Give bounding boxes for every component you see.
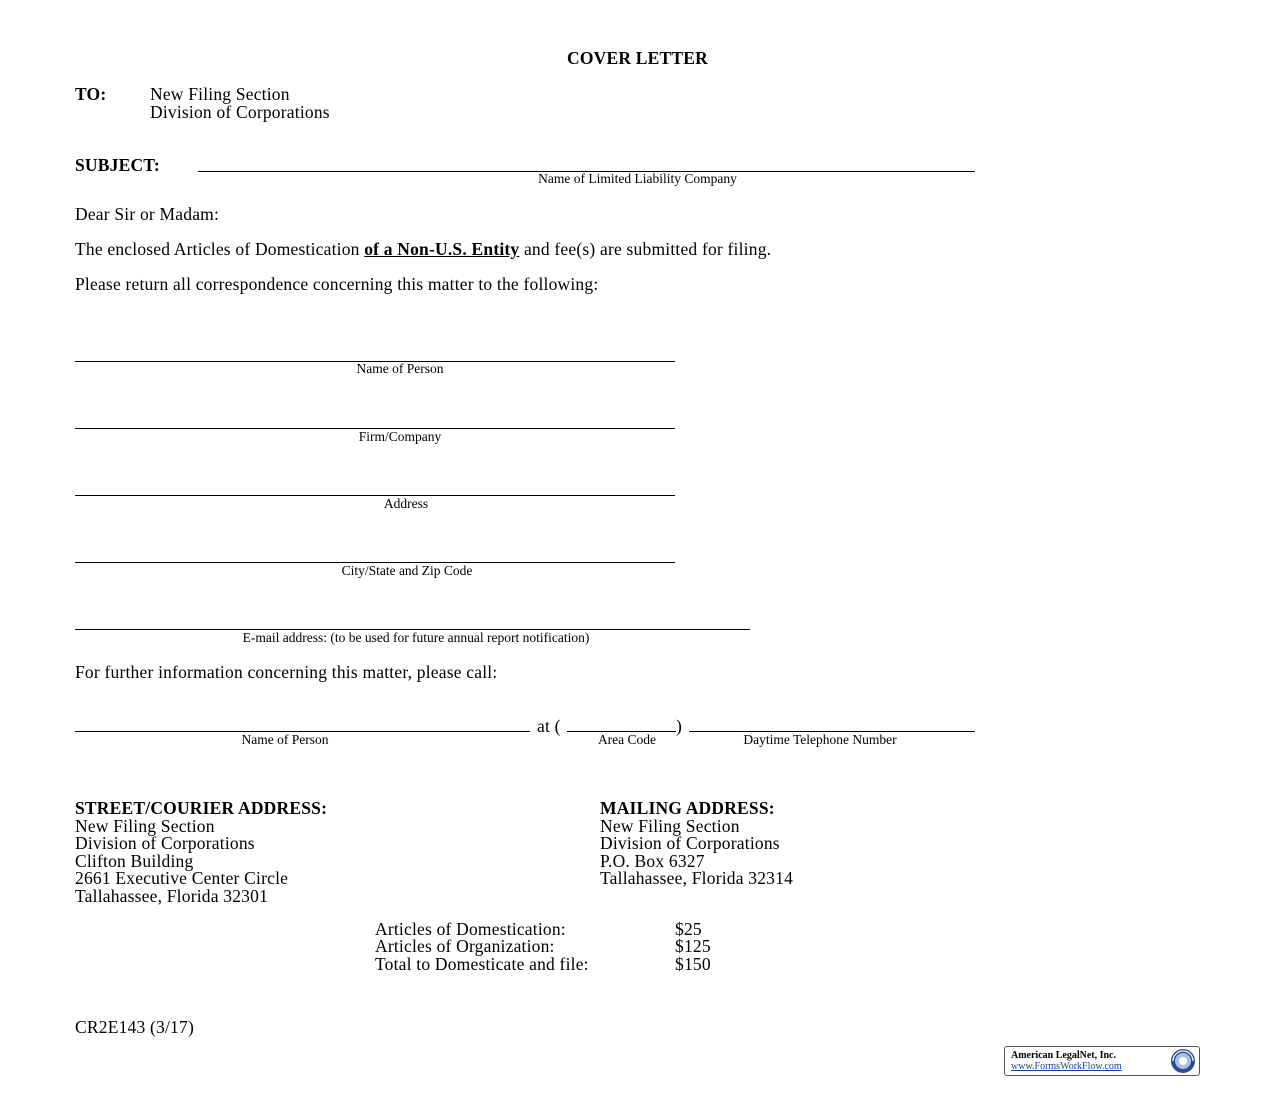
mailing-address-line: Division of Corporations <box>600 833 780 854</box>
to-label: TO: <box>75 84 107 104</box>
fee-label: Articles of Domestication: <box>375 919 566 939</box>
mailing-address-heading: MAILING ADDRESS: <box>600 798 775 818</box>
badge-company-name: American LegalNet, Inc. <box>1011 1050 1116 1061</box>
mailing-address-line: Tallahassee, Florida 32314 <box>600 868 794 889</box>
greeting: Dear Sir or Madam: <box>75 204 220 224</box>
return-instruction: Please return all correspondence concerning this matter to the following: <box>75 274 599 294</box>
to-line-1: New Filing Section <box>150 84 290 104</box>
fee-amount: $125 <box>675 936 711 956</box>
contact-name-caption: Name of Person <box>241 732 329 747</box>
fee-amount: $25 <box>675 919 702 939</box>
badge-url-link[interactable]: www.FormsWorkFlow.com <box>1011 1061 1122 1072</box>
street-address-block <box>75 800 327 906</box>
area-code-caption: Area Code <box>597 732 657 747</box>
area-code-close-paren: ) <box>676 716 683 736</box>
street-address-line: New Filing Section <box>75 815 215 836</box>
further-info-text: For further information concerning this matter, please call: <box>75 662 498 682</box>
enclosed-text-emphasis: of a Non-U.S. Entity <box>364 239 520 259</box>
globe-logo-icon <box>1170 1048 1196 1074</box>
firm-company-caption: Firm/Company <box>358 429 442 444</box>
street-address-line: Division of Corporations <box>75 833 255 854</box>
mailing-address-line: New Filing Section <box>600 815 740 836</box>
subject-label: SUBJECT: <box>75 155 160 175</box>
at-label: at ( <box>537 716 561 736</box>
telephone-caption: Daytime Telephone Number <box>743 732 897 747</box>
street-address-line: Tallahassee, Florida 32301 <box>75 885 269 906</box>
enclosed-text-post: and fee(s) are submitted for filing. <box>519 239 772 259</box>
street-address-line: 2661 Executive Center Circle <box>75 868 289 889</box>
subject-caption: Name of Limited Liability Company <box>538 171 737 186</box>
page-title: COVER LETTER <box>567 48 708 68</box>
form-id: CR2E143 (3/17) <box>75 1017 194 1037</box>
footer-badge[interactable] <box>1004 1046 1200 1076</box>
mailing-address-line: P.O. Box 6327 <box>600 850 705 871</box>
city-state-zip-caption: City/State and Zip Code <box>341 563 473 578</box>
name-of-person-caption: Name of Person <box>356 361 444 376</box>
enclosed-text-pre: The enclosed Articles of Domestication <box>75 239 365 259</box>
to-line-2: Division of Corporations <box>150 102 330 122</box>
enclosed-paragraph <box>75 239 771 260</box>
fee-label: Articles of Organization: <box>375 936 555 956</box>
fee-amount: $150 <box>675 954 711 974</box>
email-caption: E-mail address: (to be used for future annual report notification) <box>242 630 590 645</box>
address-caption: Address <box>383 496 429 511</box>
street-address-heading: STREET/COURIER ADDRESS: <box>75 798 328 818</box>
fee-label: Total to Domesticate and file: <box>375 954 589 974</box>
mailing-address-block <box>600 800 793 888</box>
street-address-line: Clifton Building <box>75 850 194 871</box>
